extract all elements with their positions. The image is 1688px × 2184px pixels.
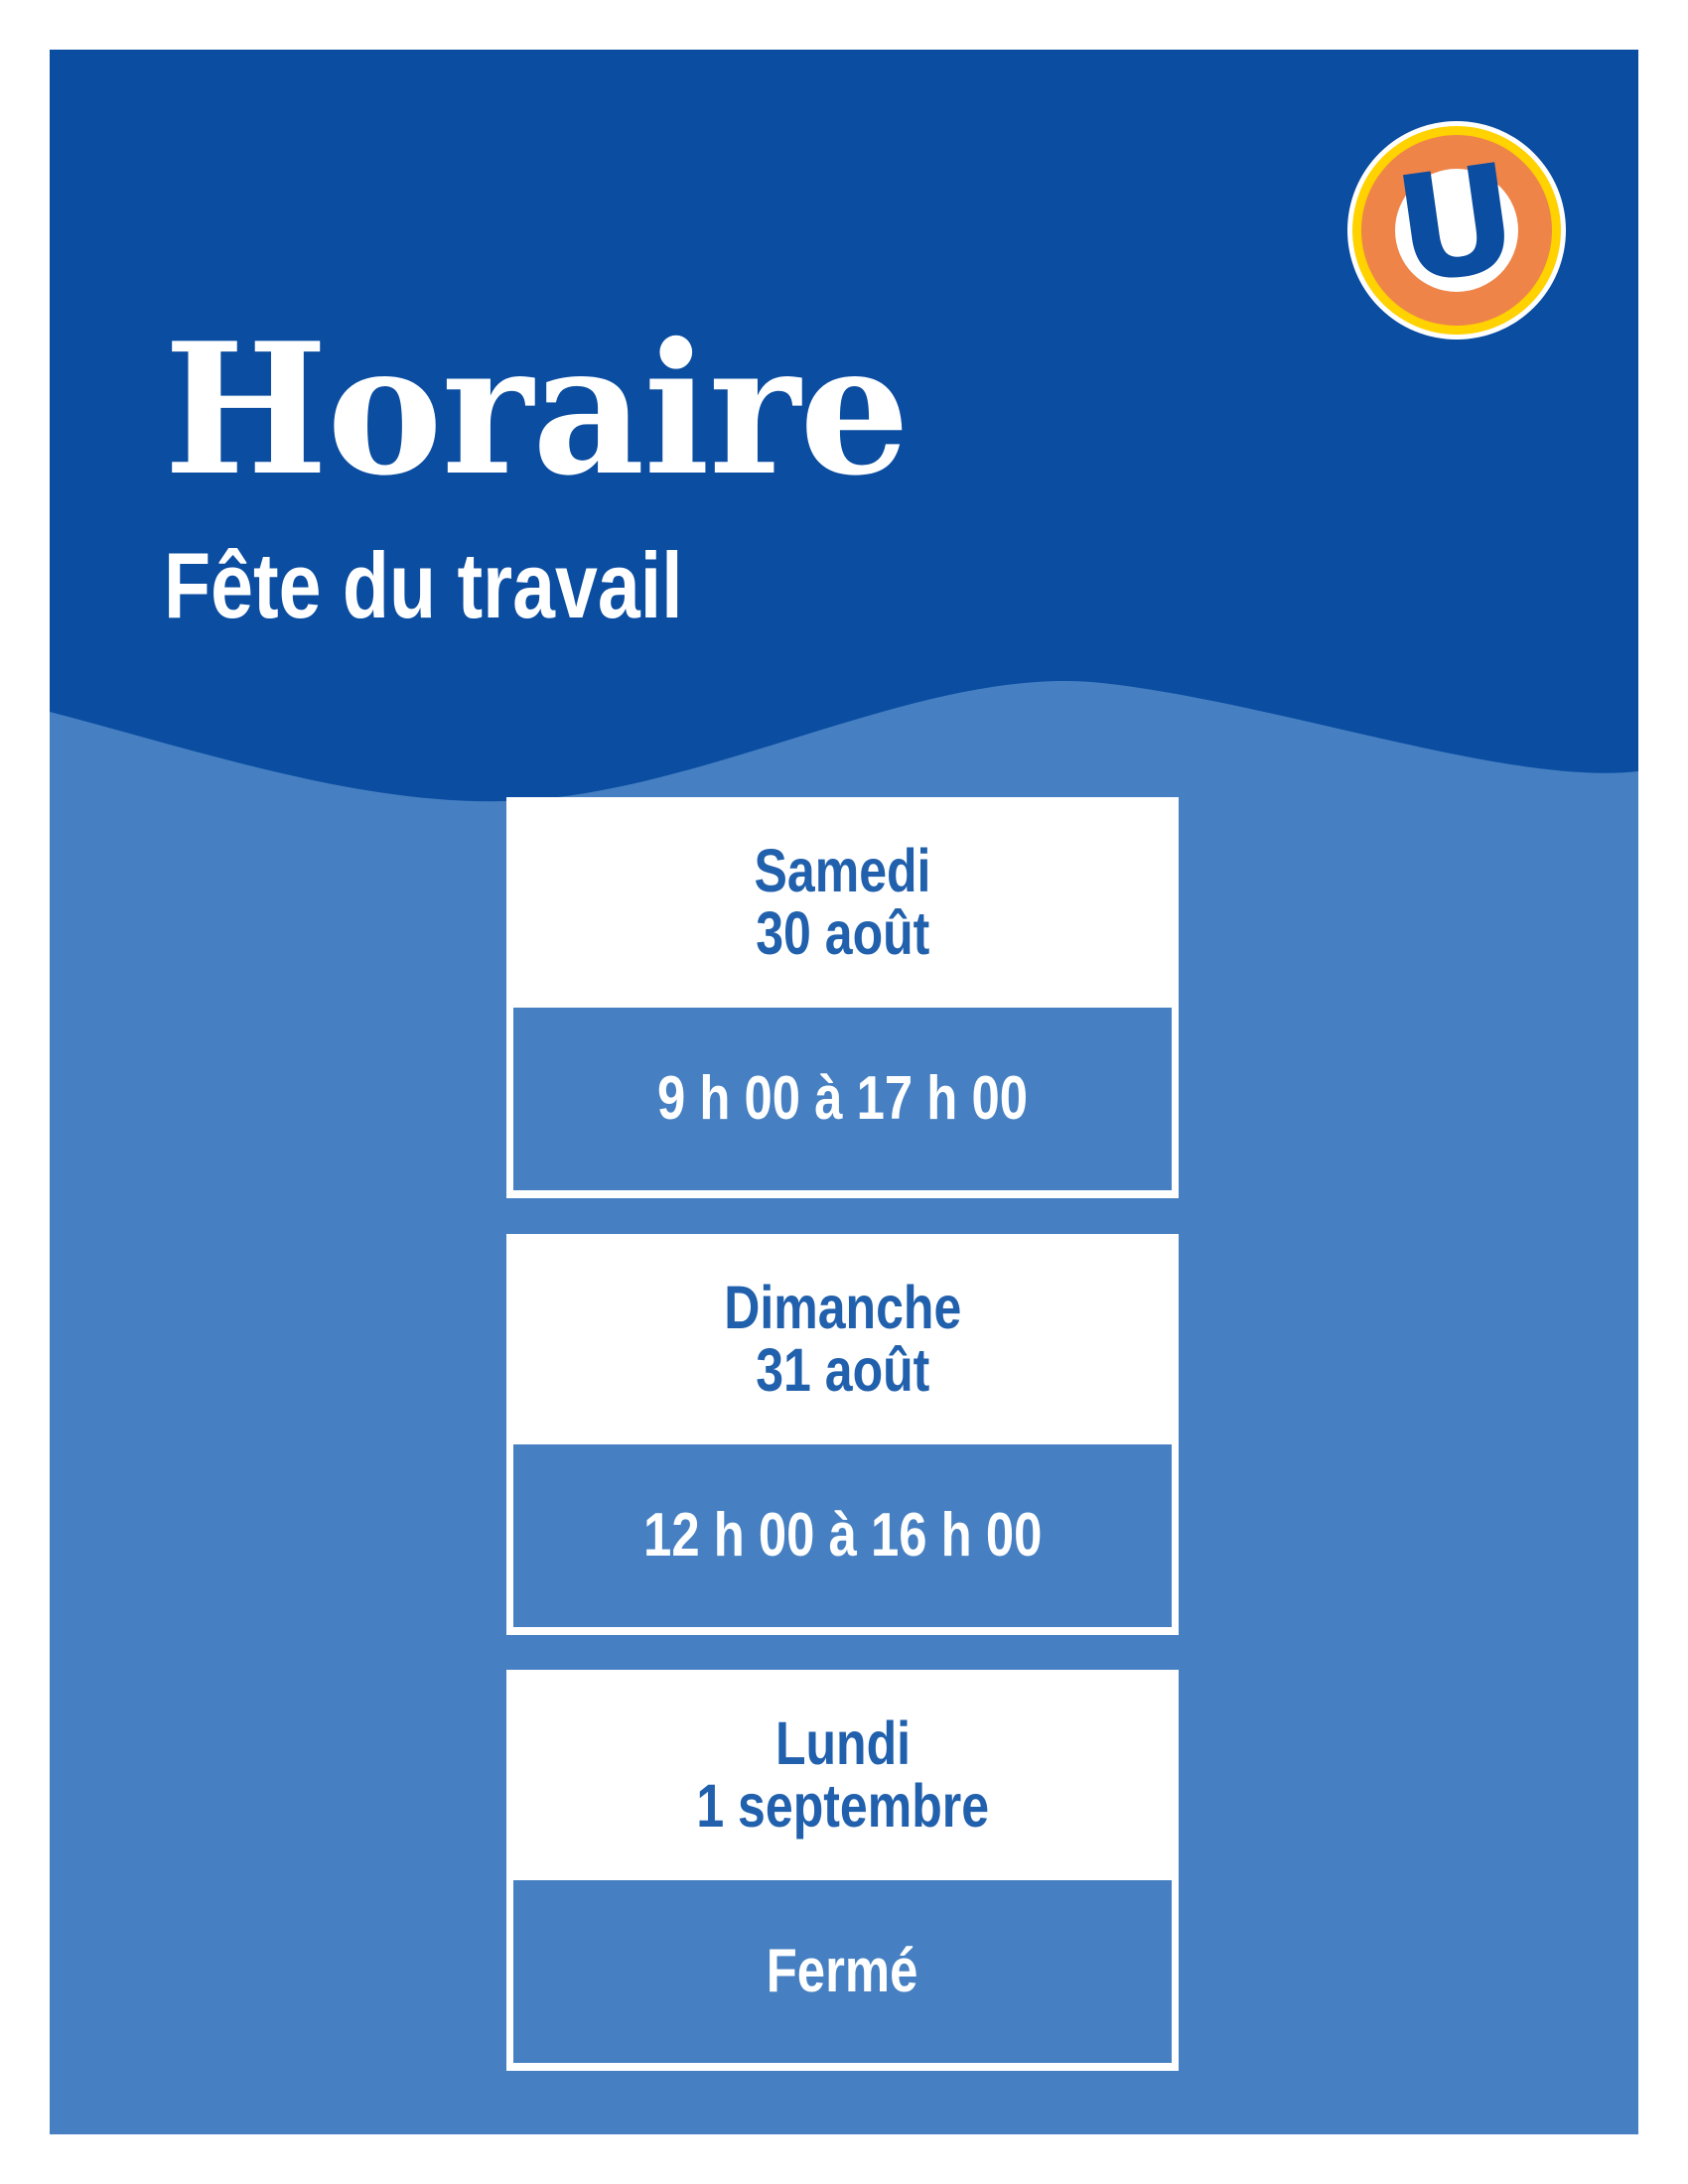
day-area	[513, 1670, 1172, 1880]
date-label: 1 septembre	[696, 1772, 989, 1840]
page-subtitle: Fête du travail	[164, 533, 683, 637]
page-title: Horaire	[164, 303, 910, 515]
hours-label: 12 h 00 à 16 h 00	[642, 1501, 1043, 1570]
day-area	[513, 797, 1172, 1008]
hours-panel	[513, 1880, 1172, 2063]
brand-logo	[1347, 121, 1566, 340]
date-label: 31 août	[755, 1336, 930, 1404]
hours-label: 9 h 00 à 17 h 00	[656, 1064, 1029, 1133]
schedule-card-monday	[506, 1670, 1179, 2071]
hours-label: Fermé	[767, 1937, 918, 2005]
hours-panel	[513, 1008, 1172, 1190]
day-label: Samedi	[754, 836, 931, 904]
day-label: Dimanche	[723, 1273, 962, 1341]
logo-letter-u: U	[1385, 131, 1528, 318]
poster-background	[50, 50, 1638, 2134]
day-label: Lundi	[774, 1708, 911, 1777]
schedule-card-saturday	[506, 797, 1179, 1198]
date-label: 30 août	[755, 899, 930, 967]
schedule-card-sunday	[506, 1234, 1179, 1635]
day-area	[513, 1234, 1172, 1444]
hours-panel	[513, 1444, 1172, 1627]
